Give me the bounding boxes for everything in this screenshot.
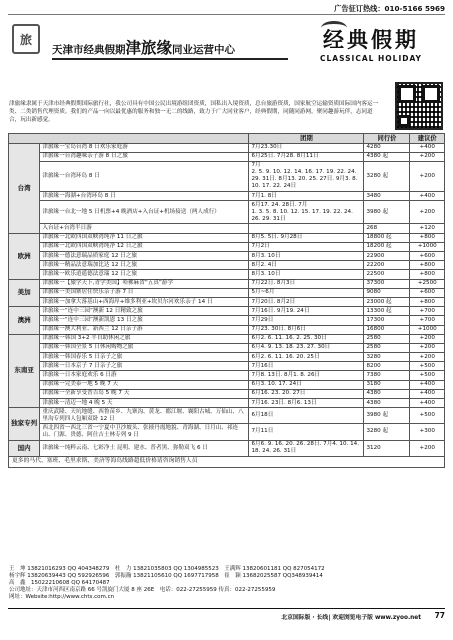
table-row xyxy=(9,201,445,224)
date-cell: 7月16日. 9月19. 24日 xyxy=(249,307,364,316)
table-row xyxy=(9,316,445,325)
peer-price-cell: 22200 xyxy=(364,261,410,270)
peer-price-cell: 3120 xyxy=(364,440,410,456)
table-row xyxy=(9,279,445,288)
route-cell: 津旅缘一欧乐逍遥德法意瑞 12 日之旅 xyxy=(40,270,249,279)
route-cell: 津旅缘一加拿大落基山+西海岸+维多利亚+坎贝尔河欢乐亲子 14 日 xyxy=(40,297,249,306)
suggested-price-cell: +700 xyxy=(410,307,445,316)
route-cell: 津旅缘一韩国春乐 5 日亲子之旅 xyxy=(40,353,249,362)
route-cell: 津旅缘一台湾环岛 8 日 xyxy=(40,161,249,191)
date-cell: 7月16. 23日. 8月6. 13日 xyxy=(249,399,364,408)
date-cell: 7月11日 xyxy=(249,424,364,440)
table-note: 更多的马代、塞班、毛里求斯、美济等海岛线路超低价格请咨询销售人员 xyxy=(9,456,445,467)
suggested-price-cell: +200 xyxy=(410,201,445,224)
table-row xyxy=(9,424,445,440)
suggested-price-cell: +800 xyxy=(410,261,445,270)
route-cell: 津旅缘一完美泰一地 5 晚 7 天 xyxy=(40,380,249,389)
date-cell: 7月1. 8日 xyxy=(249,192,364,201)
peer-price-cell: 13300 起 xyxy=(364,307,410,316)
region-cell: 澳洲 xyxy=(9,307,40,335)
suggested-price-cell: +500 xyxy=(410,408,445,424)
route-cell: 津旅缘一德法意瑞品质家庭 12 日之旅 xyxy=(40,252,249,261)
table-row xyxy=(9,389,445,398)
region-cell: 美加 xyxy=(9,279,40,307)
peer-price-cell: 3480 xyxy=(364,192,410,201)
peer-price-cell: 23000 起 xyxy=(364,297,410,306)
date-cell: 6月16. 23. 20. 27日 xyxy=(249,389,364,398)
date-cell: 7月 2. 5. 9. 10. 12. 14. 16. 17. 19. 22. 24. 29. 31日. 8月13. 20. 25. 27日. 9月3. 8. 10. 17. 22. 24日 xyxy=(249,161,364,191)
table-row xyxy=(9,380,445,389)
peer-price-cell: 7380 xyxy=(364,371,410,380)
date-cell: 6月2. 6. 11. 16. 2. 25. 30日 xyxy=(249,334,364,343)
contact-line: 杨宇辉 13820639443 QQ 592926596 郭振瀚 13821105610 QQ 1697717958 崔 颖 13682025587 QQ348939414 xyxy=(9,573,323,580)
route-cell: 津旅缘一台北一地 5 日机票+4 晚酒店+入台证+机场接送（两人成行） xyxy=(40,201,249,224)
date-cell: 7月8. 13日. 8月1. 8. 26日 xyxy=(249,371,364,380)
logo-cn: 经典假期 xyxy=(323,28,419,52)
contact-line: 高 鑫 15022210608 QQ 64170487 xyxy=(9,580,110,587)
route-cell: 津旅缘一宝岛台湾 8 日欢乐家庭游 xyxy=(40,143,249,152)
suggested-price-cell: +200 xyxy=(410,152,445,161)
suggested-price-cell: +200 xyxy=(410,353,445,362)
peer-price-cell: 268 xyxy=(364,224,410,233)
peer-price-cell: 8200 xyxy=(364,362,410,371)
table-header-row xyxy=(9,134,445,144)
logo-en: CLASSICAL HOLIDAY xyxy=(319,54,422,63)
agency-prefix: 天津市经典假期 xyxy=(52,44,126,56)
suggested-price-cell: +800 xyxy=(410,297,445,306)
date-cell: 6月2. 6. 11. 16. 20. 25日 xyxy=(249,353,364,362)
route-cell: 津旅缘一韩国全景 5 日休闲购物之旅 xyxy=(40,343,249,352)
peer-price-cell: 22900 xyxy=(364,252,410,261)
peer-price-cell: 4280 xyxy=(364,143,410,152)
route-cell: 津旅缘一美国寨居住快乐亲子游 7 日 xyxy=(40,288,249,297)
route-cell: 津旅缘一韩国 3+2 半自助休闲之旅 xyxy=(40,334,249,343)
date-cell: 8月2. 4日 xyxy=(249,261,364,270)
table-row xyxy=(9,353,445,362)
suggested-price-cell: +500 xyxy=(410,362,445,371)
peer-price-cell: 3980 起 xyxy=(364,201,410,224)
peer-price-cell: 9080 xyxy=(364,288,410,297)
route-cell: 西北四省一西北三省一宁夏中卫沙坡头、张掖丹霞地貌、青海湖、日月山、祁连山、门源、贵德、阿仕吉土林专列 9 日 xyxy=(40,424,249,440)
divider xyxy=(8,14,445,15)
route-cell: 津旅缘一台湾趣味亲子游 8 日之旅 xyxy=(40,152,249,161)
date-cell: 7月29日 xyxy=(249,316,364,325)
page-number: 77 xyxy=(434,611,445,620)
suggested-price-cell: +400 xyxy=(410,389,445,398)
agency-suffix: 同业运营中心 xyxy=(172,44,236,56)
table-row xyxy=(9,224,445,233)
peer-price-cell: 3180 xyxy=(364,380,410,389)
column-header-route xyxy=(9,134,249,144)
suggested-price-cell: +300 xyxy=(410,424,445,440)
date-cell: 7月23. 30日. 8月6日 xyxy=(249,325,364,334)
peer-price-cell: 16800 xyxy=(364,325,410,334)
region-cell: 欧洲 xyxy=(9,233,40,279)
peer-price-cell: 4380 起 xyxy=(364,152,410,161)
route-cell: 津旅缘一北欧四国双峡湾纯净 11 日之旅 xyxy=(40,233,249,242)
date-cell: 7月22日. 8月3日 xyxy=(249,279,364,288)
table-row xyxy=(9,297,445,306)
date-cell: 6月3. 10. 17. 24日 xyxy=(249,380,364,389)
seal-icon: 旅 xyxy=(12,24,40,54)
footer xyxy=(8,608,445,622)
suggested-price-cell: +500 xyxy=(410,371,445,380)
date-cell: 8月5. 5日. 9月28日 xyxy=(249,233,364,242)
route-cell: 津旅缘一日本家庭欢乐 6 日游 xyxy=(40,371,249,380)
route-cell: 入台证+台湾半日游 xyxy=(40,224,249,233)
peer-price-cell: 3280 xyxy=(364,353,410,362)
table-row xyxy=(9,408,445,424)
table-row xyxy=(9,343,445,352)
route-cell: 重庆武隆、天坑地缝、西鲁苗乡、九寨沟、黄龙、都江堰、襄阳古城、万仙山、八里沟专列四人包厢双卧 12 日 xyxy=(40,408,249,424)
date-cell: 8月3. 10日 xyxy=(249,270,364,279)
table-row xyxy=(9,192,445,201)
peer-price-cell: 3280 起 xyxy=(364,161,410,191)
suggested-price-cell: +120 xyxy=(410,224,445,233)
suggested-price-cell: +700 xyxy=(410,316,445,325)
route-cell: 津旅缘一纯粹云南、七彩净土 昆明、建水、普者黑、弥勒双飞 6 日 xyxy=(40,440,249,456)
suggested-price-cell: +1000 xyxy=(410,325,445,334)
agency-brand: 津旅缘 xyxy=(125,39,173,57)
tour-table xyxy=(8,133,445,468)
contact-website[interactable]: 网址：Website:http://www.chts.com.cn xyxy=(9,594,115,601)
qr-code-icon[interactable] xyxy=(395,82,443,130)
date-cell: 7月2日 xyxy=(249,242,364,251)
suggested-price-cell: +800 xyxy=(410,233,445,242)
peer-price-cell: 3280 起 xyxy=(364,424,410,440)
suggested-price-cell: +800 xyxy=(410,270,445,279)
hotline: 广告征订热线：010-5166 5969 xyxy=(334,4,445,13)
peer-price-cell: 18200 起 xyxy=(364,242,410,251)
date-cell: 8月3. 10日 xyxy=(249,252,364,261)
suggested-price-cell: +200 xyxy=(410,343,445,352)
table-row xyxy=(9,143,445,152)
table-row xyxy=(9,261,445,270)
date-cell: 5月~6月 xyxy=(249,288,364,297)
suggested-price-cell: +600 xyxy=(410,252,445,261)
region-cell: 国内 xyxy=(9,440,40,456)
table-row xyxy=(9,233,445,242)
region-cell: 独家专列 xyxy=(9,408,40,440)
table-row xyxy=(9,307,445,316)
peer-price-cell: 22500 xyxy=(364,270,410,279)
contact-line: 王 坤 13821016293 QQ 404348279 杜 力 13821035803 QQ 1304985523 王满辉 13820601181 QQ 827054172 xyxy=(9,566,325,572)
route-cell: 津旅缘一全新享受普吉岛 5 晚 7 天 xyxy=(40,389,249,398)
route-cell: 津旅缘一精品法意瑞加比达 12 日之旅 xyxy=(40,261,249,270)
suggested-price-cell: +200 xyxy=(410,161,445,191)
date-cell: 7月16日 xyxy=(249,362,364,371)
suggested-price-cell: +400 xyxy=(410,143,445,152)
peer-price-cell: 4380 xyxy=(364,389,410,398)
peer-price-cell: 37300 xyxy=(364,279,410,288)
contact-address: 公司地址：天津市河西区南京路 66 号凯旋门大厦 8 座 26E 电话：022-27255959 传真：022-27255959 xyxy=(9,587,276,594)
peer-price-cell: 18800 起 xyxy=(364,233,410,242)
suggested-price-cell: +200 xyxy=(410,440,445,456)
swoosh-icon xyxy=(321,21,347,35)
table-row xyxy=(9,334,445,343)
suggested-price-cell: +600 xyxy=(410,288,445,297)
column-header-suggested-price: 建议价 xyxy=(410,134,445,144)
intro-text: 津旅缘隶属于天津市经典假期国际旅行社，我公司具有中国公民出境游组团资质，国私出入境资质，总台旅游资质，国家航空运输资质国际国内客运一类、二类销售代理资质。我们的产品一向以最优惠的服务和独一无二的线路，致力于广大同业客户，经典假期，同随同游网，聚同趣游玩伴，志同道合，玩出新感觉。 xyxy=(9,101,379,124)
table-row xyxy=(9,371,445,380)
route-cell: 津旅缘一“连中三园”澳新 12 日精致之旅 xyxy=(40,307,249,316)
peer-price-cell: 2580 xyxy=(364,343,410,352)
table-row xyxy=(9,270,445,279)
route-cell: 津旅缘一【旅学天下,青学美国】哈佛麻省“五真”游学 xyxy=(40,279,249,288)
peer-price-cell: 4380 xyxy=(364,399,410,408)
route-cell: 津旅缘一清迈一地 4 晚 5 天 xyxy=(40,399,249,408)
date-cell: 6月25日. 7月28. 8月11日 xyxy=(249,152,364,161)
date-cell: 6月4. 9. 13. 18. 23. 27. 30日 xyxy=(249,343,364,352)
column-header-peer-price: 同行价 xyxy=(364,134,410,144)
peer-price-cell: 17300 xyxy=(364,316,410,325)
table-row xyxy=(9,242,445,251)
suggested-price-cell: +400 xyxy=(410,399,445,408)
table-row xyxy=(9,362,445,371)
table-row xyxy=(9,252,445,261)
route-cell: 津旅缘一海湖+台湾环岛 8 日 xyxy=(40,192,249,201)
region-cell: 台湾 xyxy=(9,143,40,233)
suggested-price-cell: +400 xyxy=(410,192,445,201)
suggested-price-cell: +200 xyxy=(410,334,445,343)
peer-price-cell: 2580 xyxy=(364,334,410,343)
table-note-row xyxy=(9,456,445,467)
route-cell: 津旅缘一“连中三园”澳新凯恩 13 日之旅 xyxy=(40,316,249,325)
table-row xyxy=(9,152,445,161)
route-cell: 津旅缘一北欧四国双峡湾纯净 12 日之旅 xyxy=(40,242,249,251)
table-row xyxy=(9,399,445,408)
brand-logo xyxy=(301,24,441,68)
route-cell: 津旅缘一澳大利亚、新西兰 12 日亲子游 xyxy=(40,325,249,334)
table-row xyxy=(9,440,445,456)
table-row xyxy=(9,325,445,334)
date-cell: 6月17. 24. 28日. 7月 1. 3. 5. 8. 10. 12. 15. 17. 19. 22. 24. 26. 29. 31日 xyxy=(249,201,364,224)
table-row xyxy=(9,161,445,191)
divider xyxy=(52,58,288,60)
date-cell xyxy=(249,224,364,233)
date-cell: 6月6. 9. 16. 20. 26. 28日. 7月4. 10. 14. 18. 24. 26. 31日 xyxy=(249,440,364,456)
suggested-price-cell: +400 xyxy=(410,380,445,389)
suggested-price-cell: +2500 xyxy=(410,279,445,288)
footer-text: 北京国际版 · 长线| 欢迎浏览电子版 www.zyoo.net xyxy=(281,615,421,621)
table-row xyxy=(9,288,445,297)
suggested-price-cell: +1000 xyxy=(410,242,445,251)
date-cell: 7月23.30日 xyxy=(249,143,364,152)
agency-title xyxy=(52,36,235,58)
column-header-date: 团期 xyxy=(249,134,364,144)
route-cell: 津旅缘一日本京子 7 日亲子之旅 xyxy=(40,362,249,371)
peer-price-cell: 3980 起 xyxy=(364,408,410,424)
header xyxy=(8,22,445,74)
contacts xyxy=(9,566,444,601)
date-cell: 6月18日 xyxy=(249,408,364,424)
region-cell: 东南亚 xyxy=(9,334,40,408)
date-cell: 7月20日. 8月2日 xyxy=(249,297,364,306)
